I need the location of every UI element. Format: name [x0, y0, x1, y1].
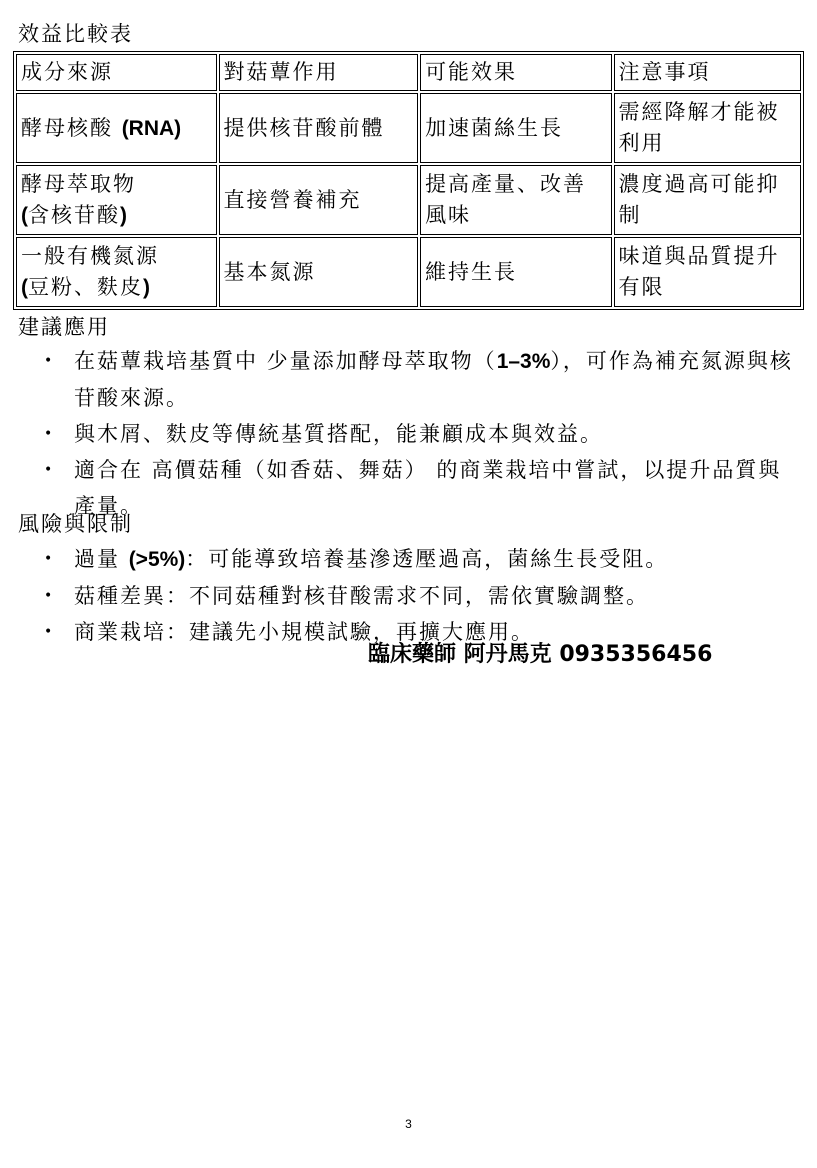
table-row: [16, 93, 801, 163]
source-bold: (RNA): [121, 116, 182, 140]
application-heading: 建議應用: [18, 315, 110, 339]
item-text-end: ：可能導致培養基滲透壓過高，菌絲生長受阻。: [185, 547, 669, 571]
item-bold: 1–3%: [496, 350, 551, 373]
application-list: [0, 343, 817, 524]
source-text: 酵母萃取物: [21, 172, 136, 196]
risk-heading: 風險與限制: [18, 512, 133, 536]
header-note: 注意事項: [614, 54, 801, 91]
item-text: 適合在 高價菇種（如香菇、舞菇） 的商業栽培中嘗試，以提升品質與產量。: [74, 458, 782, 518]
bullet-dot: •: [44, 462, 53, 478]
source-bold-open: (: [21, 204, 28, 227]
item-bold: (>5%): [128, 548, 186, 571]
list-item: [0, 416, 817, 452]
table-header-row: [16, 54, 801, 91]
comparison-heading: 效益比較表: [18, 22, 133, 46]
risk-list: [0, 541, 817, 650]
list-item: [0, 578, 817, 614]
item-text: 菇種差異：不同菇種對核苷酸需求不同，需依實驗調整。: [74, 584, 649, 608]
bullet-dot: •: [44, 353, 53, 369]
cell-effect: 直接營養補充: [219, 165, 419, 235]
bullet-dot: •: [44, 551, 53, 567]
item-text: 在菇蕈栽培基質中 少量添加酵母萃取物（: [74, 349, 497, 373]
item-text-end: ），可作為補充氮源與核苷酸來源。: [74, 349, 793, 410]
header-effect: 對菇蕈作用: [219, 54, 419, 91]
bullet-dot: •: [44, 624, 53, 640]
cell-note: 需經降解才能被利用: [614, 93, 801, 163]
comparison-table: [13, 51, 804, 310]
cell-source: [16, 237, 217, 307]
source-bold-close: ): [143, 276, 150, 299]
page-number: 3: [405, 1117, 412, 1131]
cell-note: 味道與品質提升有限: [614, 237, 801, 307]
source-bold-open: (: [21, 276, 28, 299]
source-bold-close: ): [120, 204, 127, 227]
header-result: 可能效果: [420, 54, 611, 91]
cell-result: 提高產量、改善風味: [420, 165, 611, 235]
cell-effect: 基本氮源: [219, 237, 419, 307]
source-detail: 豆粉、麩皮: [28, 275, 143, 299]
cell-effect: 提供核苷酸前體: [219, 93, 419, 163]
source-text: 一般有機氮源: [21, 244, 159, 268]
source-text: 酵母核酸: [21, 115, 122, 140]
table-row: [16, 237, 801, 307]
cell-result: 維持生長: [420, 237, 611, 307]
table-row: [16, 165, 801, 235]
bullet-dot: •: [44, 588, 53, 604]
list-item: [0, 541, 817, 578]
cell-source: [16, 93, 217, 163]
cell-result: 加速菌絲生長: [420, 93, 611, 163]
pharmacist-signature: 臨床藥師 阿丹馬克 0935356456: [368, 642, 713, 667]
item-text: 商業栽培：建議先小規模試驗，再擴大應用。: [74, 620, 534, 644]
item-text: 與木屑、麩皮等傳統基質搭配，能兼顧成本與效益。: [74, 422, 603, 446]
source-detail: 含核苷酸: [28, 203, 120, 227]
item-text: 過量: [74, 547, 129, 571]
bullet-dot: •: [44, 426, 53, 442]
cell-note: 濃度過高可能抑制: [614, 165, 801, 235]
cell-source: [16, 165, 217, 235]
header-source: 成分來源: [16, 54, 217, 91]
list-item: [0, 343, 817, 416]
